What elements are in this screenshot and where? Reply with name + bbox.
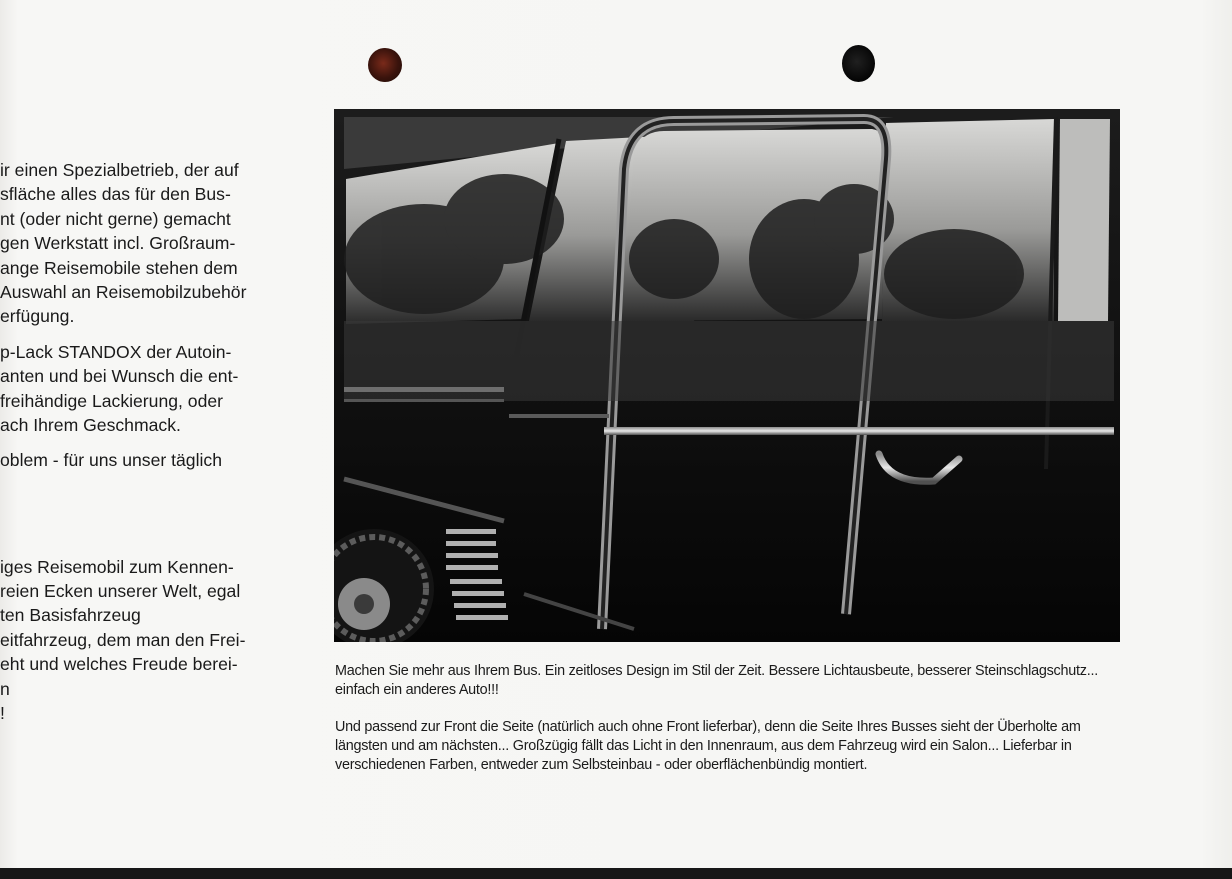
photo-captions (335, 662, 1115, 775)
caption-1: Machen Sie mehr aus Ihrem Bus. Ein zeitloses Design im Stil der Zeit. Bessere Lichtausbeute, besserer Steinschlagschutz... einfach ein anderes Auto!!! (335, 663, 1098, 698)
left-paragraph-4 (0, 555, 262, 726)
left-paragraph-3 (0, 448, 262, 472)
text-line: erfügung. (0, 306, 75, 327)
text-line: eht und welches Freude berei- (0, 654, 238, 675)
punch-hole-right (842, 45, 875, 82)
van-side-window-photo (334, 109, 1120, 642)
text-line: ange Reisemobile stehen dem (0, 257, 238, 278)
text-line: ! (0, 703, 5, 724)
text-line: Auswahl an Reisemobilzubehör (0, 281, 247, 302)
text-line: oblem - für uns unser täglich (0, 450, 222, 471)
text-line: iges Reisemobil zum Kennen- (0, 556, 234, 577)
text-line: ten Basisfahrzeug (0, 605, 141, 626)
text-line: freihändige Lackierung, oder (0, 390, 224, 411)
left-paragraph-2 (0, 340, 262, 438)
text-line: eitfahrzeug, dem man den Frei- (0, 629, 246, 650)
text-line: reien Ecken unserer Welt, egal (0, 581, 241, 602)
text-line: anten und bei Wunsch die ent- (0, 366, 239, 387)
text-line: ach Ihrem Geschmack. (0, 414, 181, 435)
text-line: nt (oder nicht gerne) gemacht (0, 208, 231, 229)
left-text-column (0, 158, 262, 725)
left-paragraph-1 (0, 158, 262, 329)
text-line: n (0, 678, 10, 699)
caption-2: Und passend zur Front die Seite (natürlich auch ohne Front lieferbar), denn die Seite Ihres Busses sieht der Überholte am längsten und am nächsten... Großzügig fällt das Licht in den Innenraum, aus dem Fahrzeug wird ein Salon... Lieferbar in verschiedenen Farben, entweder zum Selbsteinbau - oder oberflächenbündig montiert. (335, 719, 1081, 773)
text-line: p-Lack STANDOX der Autoin- (0, 341, 232, 362)
text-line: gen Werkstatt incl. Großraum- (0, 233, 236, 254)
text-line: ir einen Spezialbetrieb, der auf (0, 160, 239, 180)
punch-hole-left (368, 48, 402, 82)
page-bottom-edge (0, 868, 1232, 879)
text-line: sfläche alles das für den Bus- (0, 184, 231, 205)
